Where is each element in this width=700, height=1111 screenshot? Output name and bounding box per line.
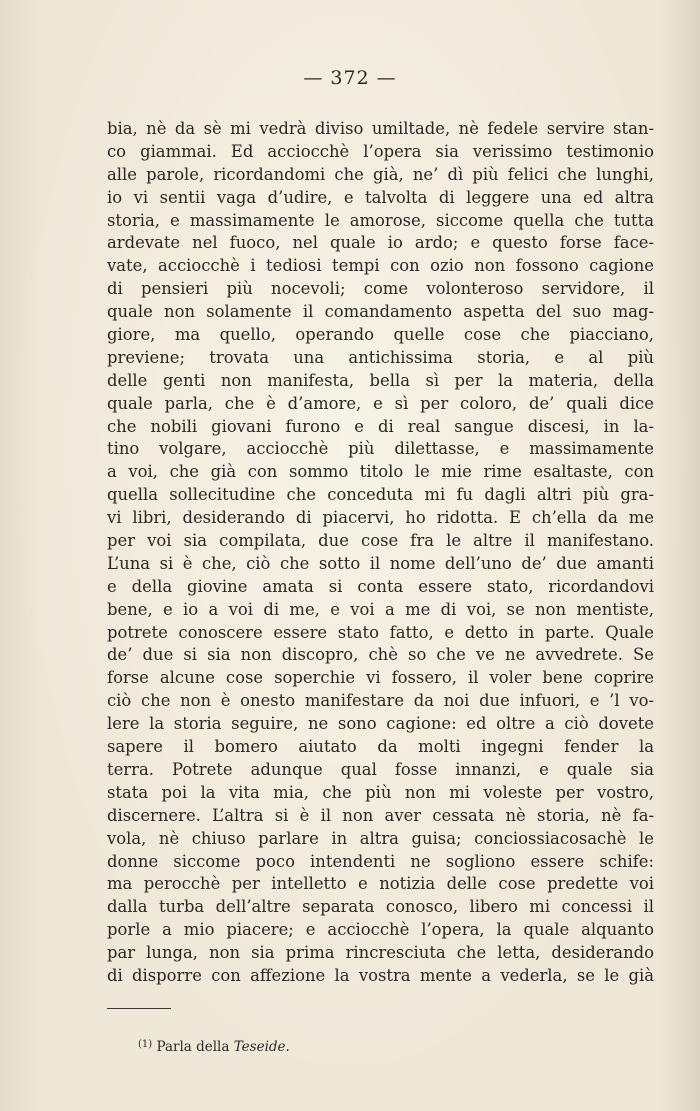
text-line: par lunga, non sia prima rincresciuta che letta, desiderando xyxy=(107,943,654,963)
footnote-text: Parla della xyxy=(156,1039,230,1055)
text-line: io vi sentii vaga d’udire, e talvolta di leggere una ed altra xyxy=(107,187,654,207)
footnote-mark: (1) xyxy=(138,1039,153,1050)
text-line: quale non solamente il comandamento aspetta del suo mag- xyxy=(107,302,654,322)
text-line: e della giovine amata si conta essere stato, ricordandovi xyxy=(107,576,654,596)
text-line: per voi sia compilata, due cose fra le altre il manifestano. xyxy=(107,531,654,551)
text-line: giore, ma quello, operando quelle cose che piacciano, xyxy=(107,325,654,345)
page-number: — 372 — xyxy=(303,67,397,89)
text-line: stata poi la vita mia, che più non mi voleste per vostro, xyxy=(107,782,654,802)
text-line: alle parole, ricordandomi che già, ne’ dì più felici che lunghi, xyxy=(107,164,654,184)
text-line: porle a mio piacere; e acciocchè l’opera, la quale alquanto xyxy=(107,920,654,940)
text-line: potrete conoscere essere stato fatto, e detto in parte. Quale xyxy=(107,622,654,642)
text-line: di disporre con affezione la vostra mente a vederla, se le già xyxy=(107,965,654,985)
text-line: forse alcune cose soperchie vi fossero, il voler bene coprire xyxy=(107,668,654,688)
text-line: vate, acciocchè i tediosi tempi con ozio non fossono cagione xyxy=(107,256,654,276)
text-line: quella sollecitudine che conceduta mi fu dagli altri più gra- xyxy=(107,485,654,505)
text-line: ciò che non è onesto manifestare da noi due infuori, e ’l vo- xyxy=(107,691,654,711)
text-line: ma perocchè per intelletto e notizia delle cose predette voi xyxy=(107,874,654,894)
text-line: di pensieri più nocevoli; come volonteroso servidore, il xyxy=(107,279,654,299)
text-line: tino volgare, acciocchè più dilettasse, e massimamente xyxy=(107,439,654,459)
text-line: sapere il bomero aiutato da molti ingegni fender la xyxy=(107,737,654,757)
text-line: co giammai. Ed acciocchè l’opera sia verissimo testimonio xyxy=(107,141,654,161)
body-text xyxy=(107,118,654,988)
text-line: lere la storia seguire, ne sono cagione: ed oltre a ciò dovete xyxy=(107,714,654,734)
text-line: previene; trovata una antichissima storia, e al più xyxy=(107,347,654,367)
text-line: dalla turba dell’altre separata conosco, libero mi concessi il xyxy=(107,897,654,917)
text-line: terra. Potrete adunque qual fosse innanzi, e quale sia xyxy=(107,759,654,779)
footnote-divider xyxy=(107,1008,171,1009)
text-line: a voi, che già con sommo titolo le mie rime esaltaste, con xyxy=(107,462,654,482)
footnote xyxy=(138,1039,290,1055)
text-line: vi libri, desiderando di piacervi, ho ridotta. E ch’ella da me xyxy=(107,508,654,528)
text-line: vola, nè chiuso parlare in altra guisa; conciossiacosachè le xyxy=(107,828,654,848)
text-line: che nobili giovani furono e di real sangue discesi, in la- xyxy=(107,416,654,436)
text-line: discernere. L’altra si è il non aver cessata nè storia, nè fa- xyxy=(107,805,654,825)
text-line: storia, e massimamente le amorose, siccome quella che tutta xyxy=(107,210,654,230)
footnote-title: Teseide. xyxy=(233,1039,290,1055)
text-line: L’una si è che, ciò che sotto il nome dell’uno de’ due amanti xyxy=(107,553,654,573)
text-line: de’ due si sia non discopro, chè so che ve ne avvedrete. Se xyxy=(107,645,654,665)
text-line: bene, e io a voi di me, e voi a me di voi, se non mentiste, xyxy=(107,599,654,619)
text-line: donne siccome poco intendenti ne sogliono essere schife: xyxy=(107,851,654,871)
text-line: ardevate nel fuoco, nel quale io ardo; e questo forse face- xyxy=(107,233,654,253)
text-line: delle genti non manifesta, bella sì per la materia, della xyxy=(107,370,654,390)
text-line: bia, nè da sè mi vedrà diviso umiltade, nè fedele servire stan- xyxy=(107,119,654,138)
text-line: quale parla, che è d’amore, e sì per coloro, de’ quali dice xyxy=(107,393,654,413)
